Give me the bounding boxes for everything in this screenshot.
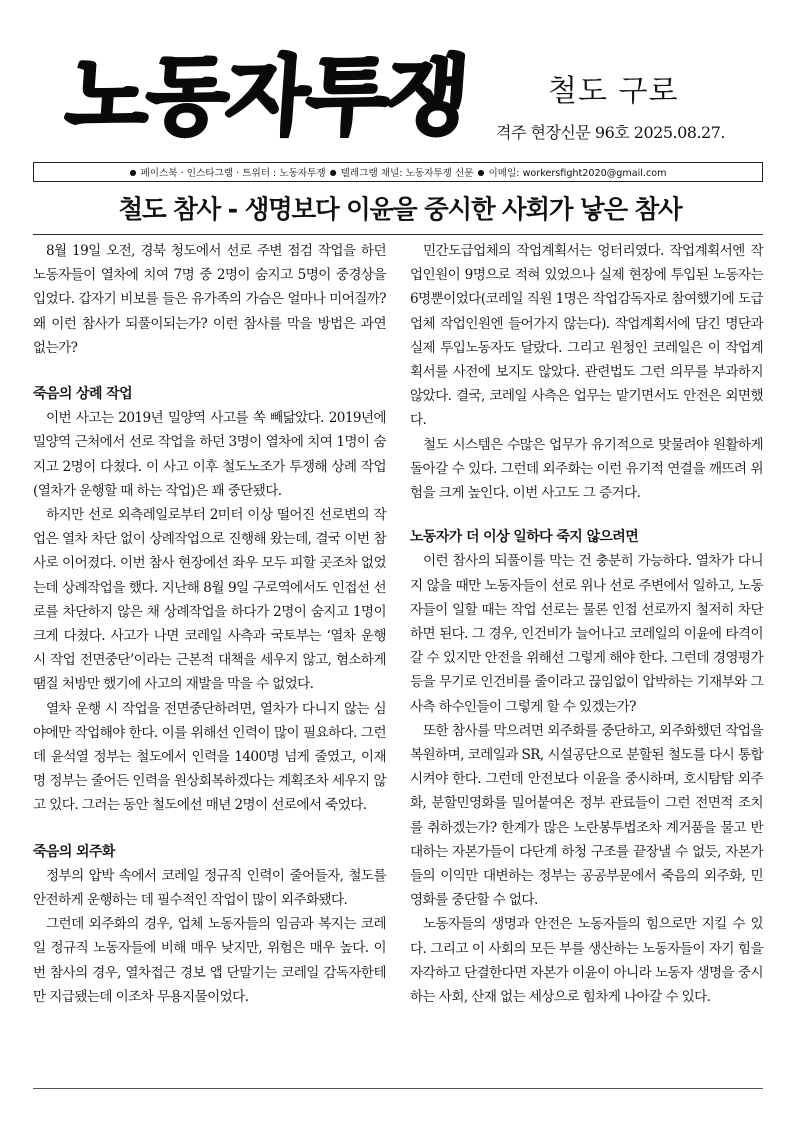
body-paragraph: 민간도급업체의 작업계획서는 엉터리였다. 작업계획서엔 작업인원이 9명으로 적혀 있었으나 실제 현장에 투입된 노동자는 6명뿐이었다(코레일 직원 1명은 작업감독자로 참여했기에 도급업체 작업인원엔 들어가지 않는다). 작업계획서에 담긴 명단과 실제 투입노동자도 달랐다. 그리고 원청인 코레일은 이 작업계획서를 사전에 보지도 않았다. 관련법도 그런 의무를 부과하지 않았다. 결국, 코레일 사측은 업무는 맡기면서도 안전은 외면했다. (410, 243, 763, 429)
intro-paragraph: 8월 19일 오전, 경북 청도에서 선로 주변 점검 작업을 하던 노동자들이 열차에 치여 7명 중 2명이 숨지고 5명이 중경상을 입었다. 갑자기 비보를 들은 유가족의 가슴은 얼마나 미어질까? 왜 이런 참사가 되풀이되는가? 이런 참사를 막을 방법은 과연 없는가? (33, 243, 386, 356)
body-paragraph: 하지만 선로 외측레일로부터 2미터 이상 떨어진 선로변의 작업은 열차 차단 없이 상례작업으로 진행해 왔는데, 결국 이번 참사로 이어졌다. 이번 참사 현장에선 좌우 모두 피할 곳조차 없었는데 상례작업을 했다. 지난해 8월 9일 구로역에서도 인접선 선로를 차단하지 않은 채 상례작업을 하다가 2명이 숨지고 1명이 크게 다쳤다. 사고가 나면 코레일 사측과 국토부는 ‘열차 운행 시 작업 전면중단’이라는 근본적 대책을 세우지 않고, 혐소하게 땜질 처방만 했기에 사고의 재발을 막을 수 없었다. (33, 507, 386, 693)
masthead (0, 0, 800, 190)
section-heading: 죽음의 상례 작업 (33, 386, 133, 403)
body-paragraph: 또한 참사를 막으려면 외주화를 중단하고, 외주화했던 작업을 복원하며, 코레일과 SR, 시설공단으로 분할된 철도를 다시 통합시켜야 한다. 그런데 안전보다 이윤을 중시하며, 호시탐탐 외주화, 분할민영화를 밀어붙여온 정부 관료들이 그런 전면적 조치를 취하겠는가? 한계가 많은 노란봉투법조차 계거품을 물고 반대하는 자본가들이 다단계 하청 구조를 끝장낼 수 없듯, 자본가들의 이익만 대변하는 정부는 공공부문에서 죽음의 외주화, 민영화를 중단할 수 없다. (410, 722, 763, 909)
body-paragraph: 이번 사고는 2019년 밀양역 사고를 쏙 빼닮았다. 2019년에 밀양역 근처에서 선로 작업을 하던 3명이 열차에 치여 1명이 숨지고 2명이 다쳤다. 이 사고 이후 철도노조가 투쟁해 상례 작업(열차가 운행할 때 하는 작업)은 꽤 중단됐다. (33, 410, 386, 499)
body-paragraph: 이런 참사의 되풀이를 막는 건 충분히 가능하다. 열차가 다니지 않을 때만 노동자들이 선로 위나 선로 주변에서 일하고, 노동자들이 일할 때는 작업 선로는 물론 인접 선로까지 철저히 차단하면 된다. 그 경우, 인건비가 늘어나고 코레일의 이윤에 타격이 갈 수 있지만 안전을 위해선 그렇게 해야 한다. 그런데 경영평가 등을 무기로 인건비를 줄이라고 끊임없이 압박하는 기재부와 그 사측 하수인들이 그렇게 할 수 있겠는가? (410, 553, 763, 715)
newspaper-logo: 노동자투쟁 (62, 47, 470, 147)
section-heading: 노동자가 더 이상 일하다 죽지 않으려면 (410, 529, 639, 546)
body-paragraph: 노동자들의 생명과 안전은 노동자들의 힘으로만 지킬 수 있다. 그리고 이 사회의 모든 부를 생산하는 노동자들이 자기 힘을 자각하고 단결한다면 자본가 이윤이 아니라 노동자 생명을 중시하는 사회, 산재 없는 세상으로 힘차게 나아갈 수 있다. (410, 916, 763, 1006)
contact-bar (33, 162, 763, 182)
headline-divider (33, 234, 763, 235)
bullet-icon: ● (477, 167, 485, 177)
article-headline: 철도 참사 - 생명보다 이윤을 중시한 사회가 낳은 참사 (118, 195, 682, 225)
social-contact: 페이스북 · 인스타그램 · 트위터 : 노동자투쟁 (140, 168, 326, 179)
email-contact: 이메일: workersfight2020@gmail.com (488, 168, 667, 179)
telegram-contact: 텔레그램 채널: 노동자투쟁 신문 (340, 168, 474, 179)
edition-name: 철도 구로 (548, 74, 679, 109)
bullet-icon: ● (129, 167, 137, 177)
body-paragraph: 정부의 압박 속에서 코레일 정규직 인력이 줄어들자, 철도를 안전하게 운행하는 데 필수적인 작업이 많이 외주화됐다. (33, 867, 386, 909)
body-paragraph: 그런데 외주화의 경우, 업체 노동자들의 임금과 복지는 코레일 정규직 노동자들에 비해 매우 낮지만, 위험은 매우 높다. 이번 참사의 경우, 열차접근 경보 앱 단말기는 코레일 감독자한테만 지급됐는데 이조차 무용지물이었다. (33, 916, 386, 1005)
body-paragraph: 철도 시스템은 수많은 업무가 유기적으로 맞물려야 원활하게 돌아갈 수 있다. 그런데 외주화는 이런 유기적 연결을 깨뜨려 위험을 크게 높인다. 이번 사고도 그 증거다. (410, 436, 763, 502)
edition-meta: 격주 현장신문 96호 2025.08.27. (496, 123, 726, 142)
section-heading: 죽음의 외주화 (33, 843, 115, 860)
article-column-left (33, 239, 386, 1009)
article-column-right (410, 239, 763, 1009)
bottom-rule (33, 1088, 763, 1089)
bullet-icon: ● (329, 167, 337, 177)
body-paragraph: 열차 운행 시 작업을 전면중단하려면, 열차가 다니지 않는 심야에만 작업해야 한다. 이를 위해선 인력이 많이 필요하다. 그런데 윤석열 정부는 철도에서 인력을 1400명 넘게 줄였고, 이재명 정부는 줄어든 인력을 원상회복하겠다는 계획조차 세우지 않고 있다. 그러는 동안 철도에선 매년 2명이 선로에서 죽었다. (33, 700, 386, 814)
